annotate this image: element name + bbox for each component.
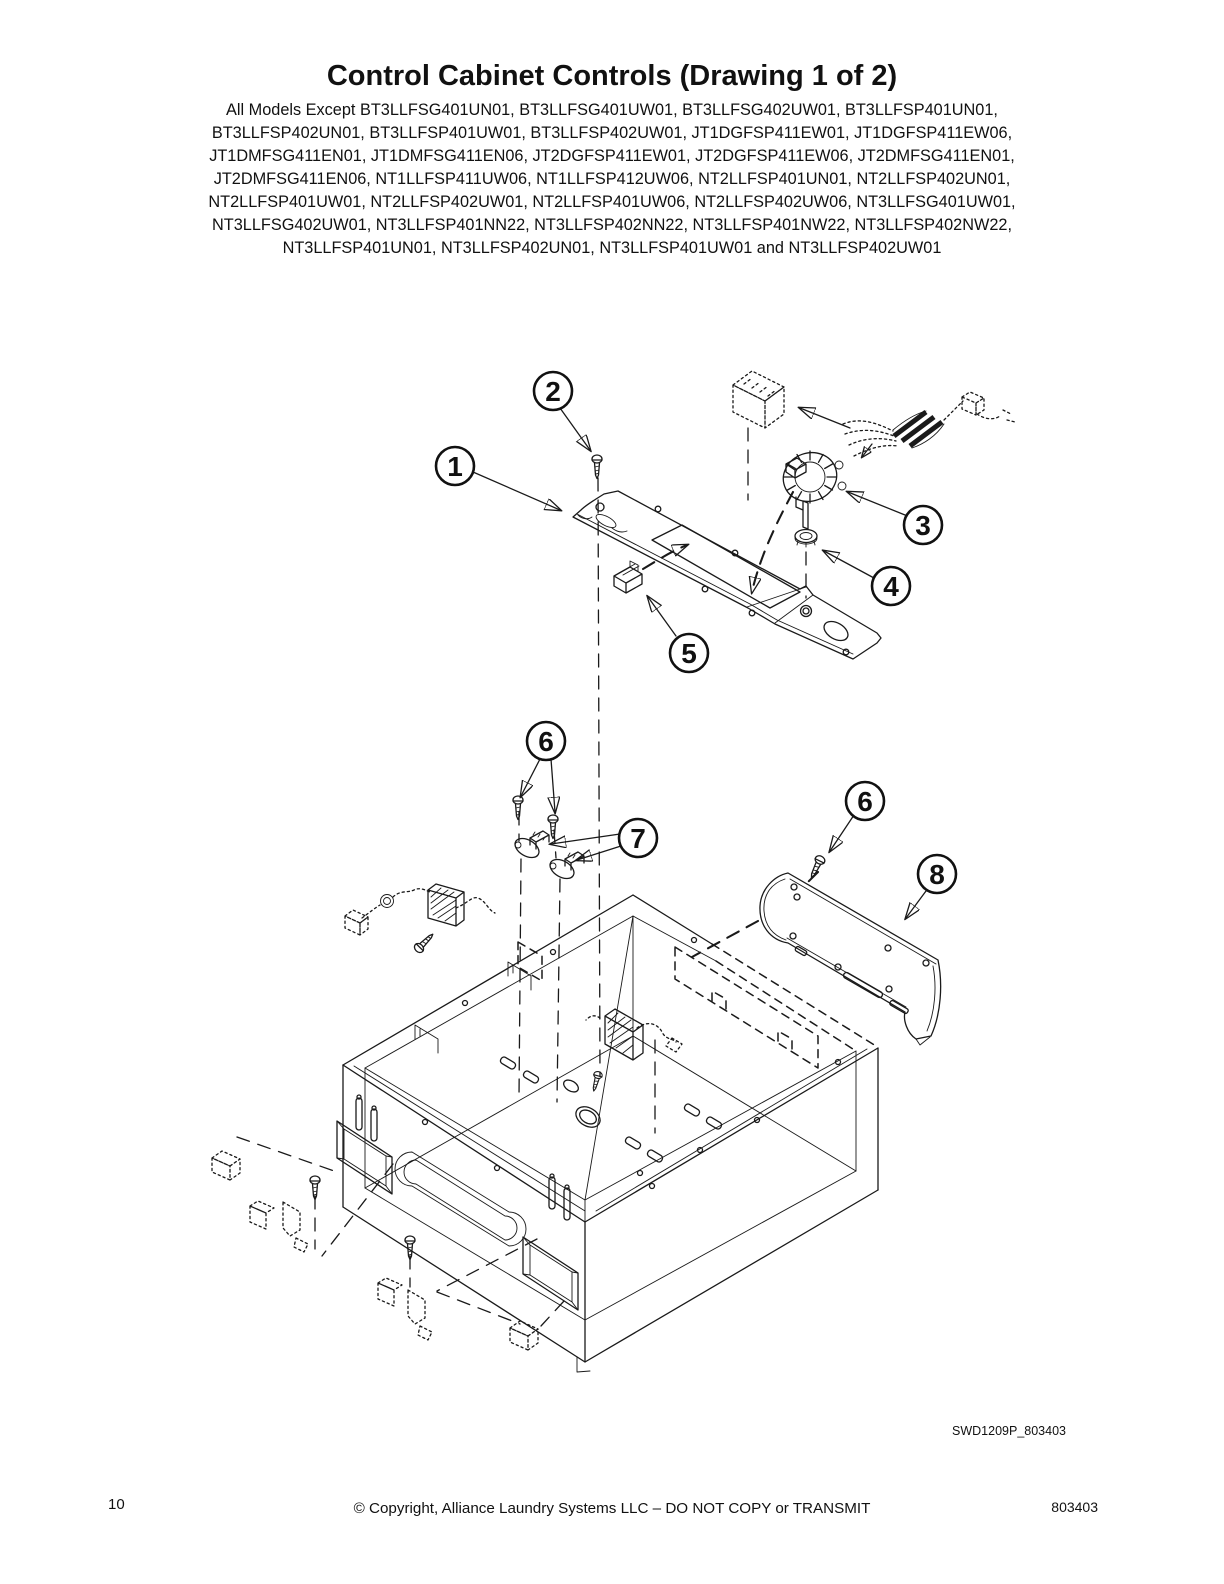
terminal-clip	[614, 561, 642, 593]
callout-4	[872, 567, 910, 605]
wire-clip-icon	[378, 1278, 432, 1340]
callout-1	[436, 447, 474, 485]
svg-text:4: 4	[883, 571, 899, 602]
cabinet-base-drawing	[337, 895, 878, 1372]
svg-text:6: 6	[857, 786, 873, 817]
wire-harness-left	[345, 884, 495, 954]
svg-text:5: 5	[681, 638, 697, 669]
svg-text:8: 8	[929, 859, 945, 890]
connector-block-icon	[510, 1321, 538, 1350]
control-panel	[573, 491, 881, 659]
connector-block-icon	[212, 1151, 240, 1180]
cable-clamp-icon	[512, 831, 549, 861]
svg-text:7: 7	[630, 823, 646, 854]
bracket-slots	[356, 1095, 570, 1220]
model-list-line: JT1DMFSG411EN01, JT1DMFSG411EN06, JT2DGFSP411EW01, JT2DGFSP411EW06, JT2DMFSG411EN01,	[209, 147, 1015, 165]
alignment-lines	[237, 1137, 564, 1326]
callout-6	[527, 722, 565, 760]
callout-7	[619, 819, 657, 857]
callout-6	[846, 782, 884, 820]
bottom-fastener-parts	[212, 1137, 564, 1350]
wire-clip-icon	[250, 1201, 308, 1252]
footer-copyright: © Copyright, Alliance Laundry Systems LLC – DO NOT COPY or TRANSMIT	[353, 1500, 871, 1517]
connector-block-icon	[733, 371, 784, 428]
callout-2	[534, 372, 572, 410]
page-title: Control Cabinet Controls (Drawing 1 of 2)	[326, 60, 898, 92]
model-list-line: NT3LLFSP401UN01, NT3LLFSP402UN01, NT3LLFSP401UW01 and NT3LLFSP402UW01	[282, 239, 942, 257]
rear-access-panel	[692, 854, 941, 1045]
callout-labels	[436, 372, 956, 893]
screw-holes	[423, 938, 841, 1189]
callout-5	[670, 634, 708, 672]
wire-harness-right	[800, 392, 1015, 457]
svg-text:1: 1	[447, 451, 463, 482]
callout-3	[904, 506, 942, 544]
model-list-line: BT3LLFSP402UN01, BT3LLFSP401UW01, BT3LLFSP402UW01, JT1DGFSP411EW01, JT1DGFSP411EW06,	[211, 124, 1013, 142]
control-panel-assembly	[512, 371, 1015, 882]
model-list-line: JT2DMFSG411EN06, NT1LLFSP411UW06, NT1LLFSP412UW06, NT2LLFSP401UN01, NT2LLFSP402UN01,	[213, 170, 1011, 188]
footer-page-number: 10	[108, 1496, 125, 1513]
drawing-code: SWD1209P_803403	[952, 1424, 1066, 1438]
timer	[776, 445, 846, 529]
floor-cutouts	[499, 1056, 722, 1163]
bushing	[795, 530, 817, 548]
model-list-line: All Models Except BT3LLFSG401UN01, BT3LLFSG401UW01, BT3LLFSG402UW01, BT3LLFSP401UN01,	[226, 101, 998, 119]
callout-8	[918, 855, 956, 893]
svg-text:6: 6	[538, 726, 554, 757]
footer-document-number: 803403	[1051, 1499, 1098, 1515]
model-list-line: NT2LLFSP401UW01, NT2LLFSP402UW01, NT2LLFSP401UW06, NT2LLFSP402UW06, NT3LLFSG401UW01,	[208, 193, 1016, 211]
model-list-line: NT3LLFSG402UW01, NT3LLFSP401NN22, NT3LLFSP402NN22, NT3LLFSP401NW22, NT3LLFSP402NW22,	[212, 216, 1012, 234]
clamp-fasteners	[512, 796, 584, 882]
svg-text:2: 2	[545, 376, 561, 407]
svg-text:3: 3	[915, 510, 931, 541]
cable-clamp-icon	[547, 852, 584, 882]
